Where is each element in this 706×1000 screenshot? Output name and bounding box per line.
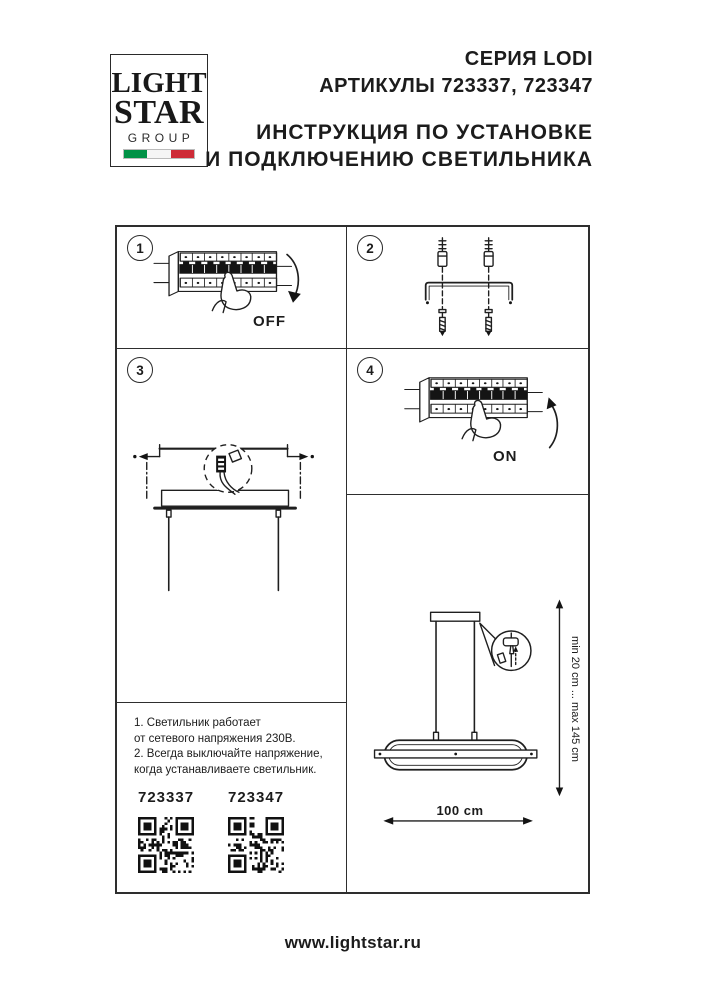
step1-number-badge: 1: [127, 235, 153, 261]
left-arrow-icon: [139, 453, 148, 460]
off-label: OFF: [253, 313, 286, 330]
wall-anchor-icon: [438, 238, 447, 267]
screw-icon: [485, 310, 492, 337]
qr-code: [138, 817, 194, 873]
logo-word-star: STAR: [113, 94, 205, 131]
step1-panel: [117, 227, 345, 347]
down-arrow-icon: [288, 291, 301, 303]
step3-panel: [117, 349, 345, 701]
lightstar-logo: [110, 54, 208, 167]
flag-green-segment: [124, 150, 147, 158]
safety-notes: [134, 716, 339, 778]
website-url: www.lightstar.ru: [284, 933, 422, 952]
logo-word-group: GROUP: [127, 131, 195, 145]
articles-title: АРТИКУЛЫ 723337, 723347: [319, 75, 593, 97]
width-label: 100 cm: [436, 803, 484, 818]
qr-code: [228, 817, 284, 873]
series-title: СЕРИЯ LODI: [464, 48, 593, 70]
on-label: ON: [493, 448, 518, 465]
flag-red-segment: [171, 150, 194, 158]
instruction-grid: [115, 225, 590, 894]
article-number: 723347: [228, 789, 285, 806]
document-title-block: [205, 46, 593, 173]
notes-line: 1. Светильник работает: [134, 717, 261, 729]
ceiling-mount-diagram: [117, 349, 345, 701]
step3-number-badge: 3: [127, 357, 153, 383]
right-arrow-icon: [299, 453, 308, 460]
circuit-breaker-off-diagram: [117, 227, 345, 347]
italian-flag-stripe: [123, 149, 195, 159]
lamp-dimensions-panel: [347, 495, 588, 892]
height-range-label: min 20 cm ... max 145 cm: [569, 636, 581, 762]
notes-panel: [117, 703, 345, 892]
article-block-723347: [228, 789, 284, 878]
step2-number-badge: 2: [357, 235, 383, 261]
logo-word-light: LIGHT: [111, 67, 207, 99]
instruction-title-line2: И ПОДКЛЮЧЕНИЮ СВЕТИЛЬНИКА: [205, 148, 593, 171]
wall-anchor-icon: [484, 238, 493, 267]
mounting-hardware-diagram: [347, 227, 588, 347]
up-arrow-icon: [547, 397, 557, 409]
notes-line: от сетевого напряжения 230В.: [134, 732, 296, 745]
instruction-title-line1: ИНСТРУКЦИЯ ПО УСТАНОВКЕ: [256, 121, 593, 144]
notes-line: 2. Всегда выключайте напряжение,: [134, 748, 323, 760]
pendant-lamp-diagram: [347, 495, 588, 892]
step4-number-badge: 4: [357, 357, 383, 383]
notes-line: когда устанавливаете светильник.: [134, 763, 317, 776]
step4-panel: [347, 349, 588, 493]
circuit-breaker-on-diagram: [347, 349, 588, 493]
screw-icon: [439, 310, 446, 337]
article-block-723337: [138, 789, 194, 878]
flag-white-segment: [147, 150, 170, 158]
article-number: 723337: [138, 789, 195, 806]
step2-panel: [347, 227, 588, 347]
